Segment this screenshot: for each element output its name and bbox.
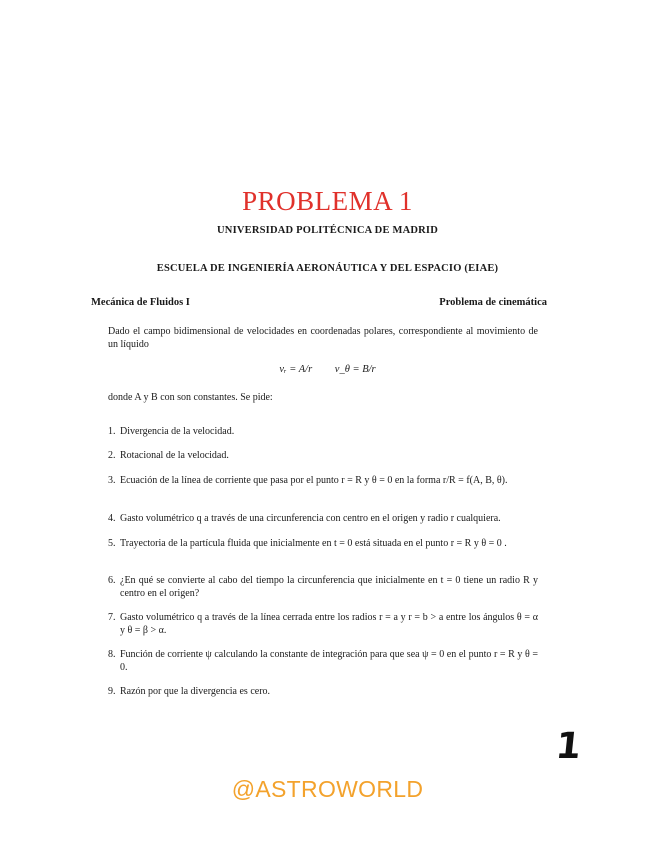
question-number: 7. bbox=[108, 612, 116, 623]
question-text: ¿En qué se convierte al cabo del tiempo la circunferencia que inicialmente en t = 0 tiene un radio R y centro en el origen? bbox=[120, 575, 538, 599]
question-number: 8. bbox=[108, 649, 116, 660]
question-number: 5. bbox=[108, 538, 116, 549]
question-number: 3. bbox=[108, 475, 116, 486]
intro-paragraph: Dado el campo bidimensional de velocidades en coordenadas polares, correspondiente al movimiento de un líquido bbox=[108, 326, 538, 350]
problem-type: Problema de cinemática bbox=[439, 297, 547, 308]
question-item bbox=[108, 611, 538, 637]
university-name: UNIVERSIDAD POLITÉCNICA DE MADRID bbox=[217, 225, 438, 236]
question-text: Ecuación de la línea de corriente que pasa por el punto r = R y θ = 0 en la forma r/R = f(A, B, θ). bbox=[120, 475, 508, 486]
problem-title: PROBLEMA 1 bbox=[242, 186, 413, 216]
subject-name: Mecánica de Fluidos I bbox=[91, 297, 190, 308]
handwritten-page-number: 1 bbox=[553, 726, 584, 767]
question-number: 1. bbox=[108, 426, 116, 437]
question-item bbox=[108, 574, 538, 600]
question-item bbox=[108, 449, 538, 462]
question-item bbox=[108, 537, 538, 550]
radial-velocity-equation: vᵣ = A/r bbox=[279, 364, 313, 375]
velocity-equations bbox=[0, 364, 655, 375]
question-text: Razón por que la divergencia es cero. bbox=[120, 686, 271, 697]
question-text: Trayectoria de la partícula fluida que inicialmente en t = 0 está situada en el punto r = R y θ = 0 . bbox=[120, 538, 507, 549]
question-number: 6. bbox=[108, 575, 116, 586]
question-item bbox=[108, 425, 538, 438]
question-number: 9. bbox=[108, 686, 116, 697]
constants-statement: donde A y B con son constantes. Se pide: bbox=[108, 392, 273, 403]
question-item bbox=[108, 685, 538, 698]
question-text: Divergencia de la velocidad. bbox=[120, 426, 235, 437]
question-number: 2. bbox=[108, 450, 116, 461]
question-number: 4. bbox=[108, 513, 116, 524]
question-text: Función de corriente ψ calculando la constante de integración para que sea ψ = 0 en el punto r = R y θ = 0. bbox=[120, 649, 538, 673]
tangential-velocity-equation: v_θ = B/r bbox=[334, 364, 376, 375]
question-item bbox=[108, 474, 538, 487]
question-item bbox=[108, 648, 538, 674]
question-text: Rotacional de la velocidad. bbox=[120, 450, 229, 461]
school-name: ESCUELA DE INGENIERÍA AERONÁUTICA Y DEL ESPACIO (EIAE) bbox=[156, 263, 499, 274]
question-text: Gasto volumétrico q a través de la línea cerrada entre los radios r = a y r = b > a entre los ángulos θ = α y θ = β > α. bbox=[120, 612, 538, 636]
watermark-text: @ASTROWORLD bbox=[231, 776, 424, 802]
question-item bbox=[108, 512, 538, 525]
question-text: Gasto volumétrico q a través de una circunferencia con centro en el origen y radio r cualquiera. bbox=[120, 513, 501, 524]
